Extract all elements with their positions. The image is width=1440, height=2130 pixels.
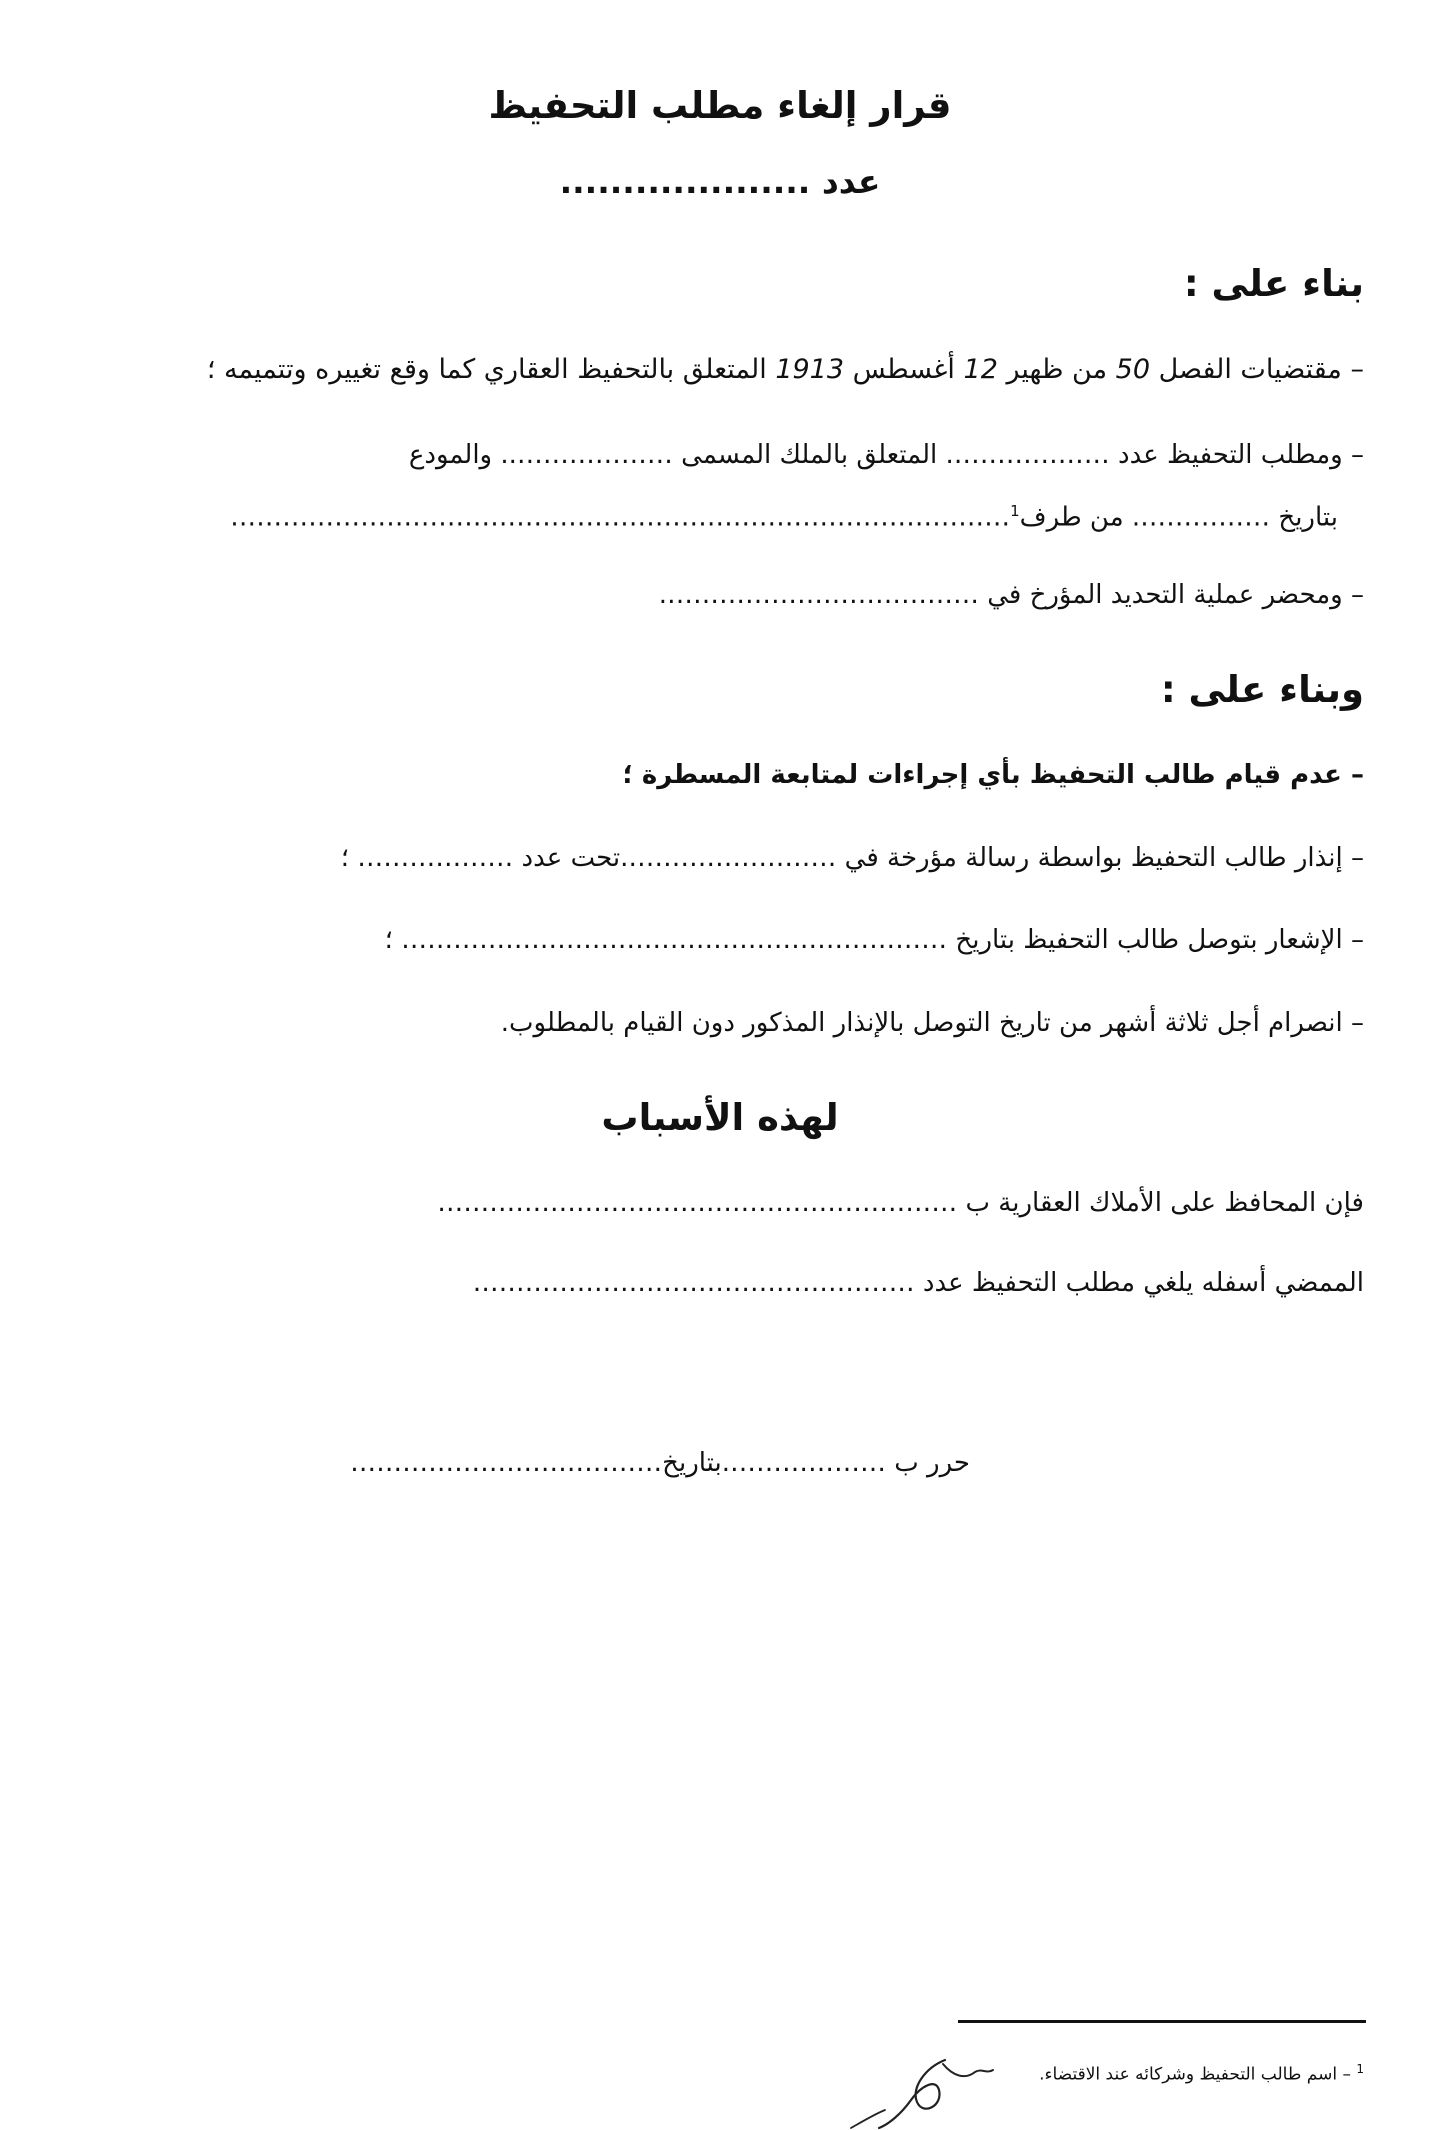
item2-line1-text: ومطلب التحفيظ عدد ………………. المتعلق بالملك المسمى ……………….. والمودع — [408, 440, 1343, 470]
number-label: عدد — [821, 162, 881, 201]
section2-item2-text: إنذار طالب التحفيظ بواسطة رسالة مؤرخة في …………………….تحت عدد ……………… ؛ — [340, 843, 1343, 873]
section2-item4 — [501, 1008, 1364, 1039]
footnote — [1039, 2062, 1364, 2085]
reasons-line1: فإن المحافظ على الأملاك العقارية ب …………………………………………………… — [437, 1188, 1364, 1218]
reasons-line2: الممضي أسفله يلغي مطلب التحفيظ عدد …………………………………………… — [472, 1268, 1364, 1298]
footnote-ref[interactable]: 1 — [1010, 502, 1020, 520]
bullet-dash: – — [1350, 354, 1364, 385]
item1-number-12: 12 — [963, 354, 998, 385]
bullet-dash: – — [1351, 1008, 1364, 1038]
item1-text-c: أغسطس — [852, 354, 955, 385]
signoff-line: حرر ب ……………….بتاريخ……………………………… — [350, 1448, 970, 1478]
section2-item2 — [341, 843, 1364, 874]
signature-mark — [815, 2040, 1015, 2130]
section2-item3 — [385, 925, 1364, 956]
section2-heading: وبناء على : — [1160, 668, 1364, 711]
reasons-heading: لهذه الأسباب — [601, 1096, 839, 1139]
section1-item1 — [207, 354, 1364, 386]
section2-item1-text: عدم قيام طالب التحفيظ بأي إجراءات لمتابعة المسطرة ؛ — [622, 760, 1342, 790]
item1-text-d: المتعلق بالتحفيظ العقاري كما وقع تغييره وتتميمه ؛ — [206, 354, 767, 385]
section2-item1 — [622, 760, 1364, 791]
item2-line2-text-a: بتاريخ ……………. من طرف — [1019, 502, 1338, 533]
bullet-dash: – — [1351, 760, 1364, 790]
footnote-rule — [958, 2020, 1366, 2023]
item3-text: ومحضر عملية التحديد المؤرخ في ………………………………. — [658, 580, 1343, 610]
number-dots: .................... — [559, 162, 811, 201]
footnote-text: – اسم طالب التحفيظ وشركائه عند الاقتضاء. — [1039, 2064, 1351, 2085]
section1-item3 — [659, 580, 1364, 611]
document-number — [0, 162, 1440, 201]
section2-item4-text: انصرام أجل ثلاثة أشهر من تاريخ التوصل بالإنذار المذكور دون القيام بالمطلوب. — [500, 1008, 1343, 1038]
bullet-dash: – — [1351, 925, 1364, 955]
item2-line2-text-b: ……………………………………………………………………………… — [230, 502, 1011, 533]
bullet-dash: – — [1351, 580, 1364, 610]
section1-item2-line2 — [230, 502, 1338, 534]
item1-number-50: 50 — [1115, 354, 1150, 385]
document-title: قرار إلغاء مطلب التحفيظ — [488, 84, 952, 127]
section1-item2-line1 — [409, 440, 1364, 471]
bullet-dash: – — [1351, 440, 1364, 470]
footnote-marker: 1 — [1356, 2062, 1364, 2076]
bullet-dash: – — [1351, 843, 1364, 873]
section2-item3-text: الإشعار بتوصل طالب التحفيظ بتاريخ ……………………………………………………… ؛ — [384, 925, 1343, 955]
section1-heading: بناء على : — [1183, 262, 1364, 305]
item1-text-b: من ظهير — [1006, 354, 1108, 385]
item1-text-a: مقتضيات الفصل — [1158, 354, 1342, 385]
item1-number-1913: 1913 — [775, 354, 845, 385]
